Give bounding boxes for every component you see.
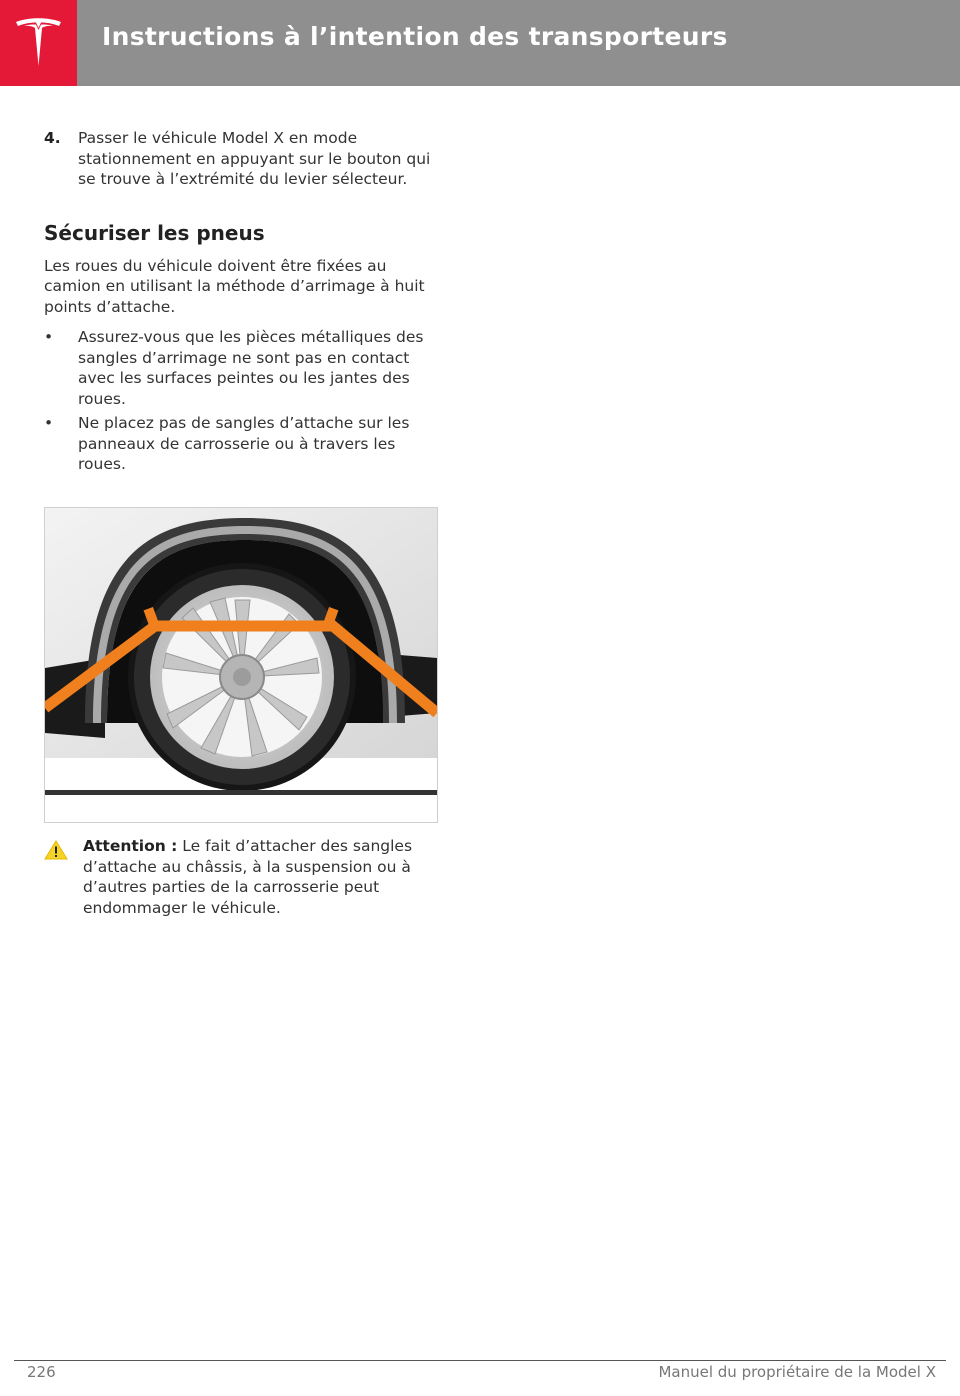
section-intro: Les roues du véhicule doivent être fixées au camion en utilisant la méthode d’arrimage à huit points d’attache. xyxy=(44,256,425,316)
page-number: 226 xyxy=(27,1363,56,1381)
bullet-icon: • xyxy=(44,414,54,432)
bullet-list xyxy=(44,327,440,475)
wheel-strap-figure xyxy=(44,507,438,823)
manual-title: Manuel du propriétaire de la Model X xyxy=(658,1363,936,1381)
step-text: Passer le véhicule Model X en mode stationnement en appuyant sur le bouton qui se trouve à l’extrémité du levier sélecteur. xyxy=(78,129,431,188)
warning-body: Le fait d’attacher des sangles d’attache au châssis, à la suspension ou à d’autres parties de la carrosserie peut endommager le véhicule. xyxy=(83,837,413,917)
bullet-text: Assurez-vous que les pièces métalliques des sangles d’arrimage ne sont pas en contact avec les surfaces peintes ou les jantes des roues. xyxy=(78,328,424,408)
warning-text xyxy=(44,836,440,918)
main-content xyxy=(44,128,440,479)
wheel-strap-illustration xyxy=(45,508,437,822)
page-title: Instructions à l’intention des transporteurs xyxy=(102,22,728,51)
logo-box xyxy=(0,0,77,86)
warning-triangle-icon xyxy=(44,840,68,860)
warning-note xyxy=(44,836,440,918)
list-item xyxy=(44,413,440,475)
tesla-logo-icon xyxy=(14,16,63,68)
footer-divider xyxy=(14,1360,946,1361)
section-heading: Sécuriser les pneus xyxy=(44,220,265,245)
bullet-text: Ne placez pas de sangles d’attache sur les panneaux de carrosserie ou à travers les roues. xyxy=(78,414,410,473)
step-number: 4. xyxy=(44,129,61,147)
step-item xyxy=(44,128,440,190)
list-item xyxy=(44,327,440,409)
warning-label: Attention : xyxy=(83,837,178,855)
page-header xyxy=(0,0,960,86)
bullet-icon: • xyxy=(44,328,54,346)
